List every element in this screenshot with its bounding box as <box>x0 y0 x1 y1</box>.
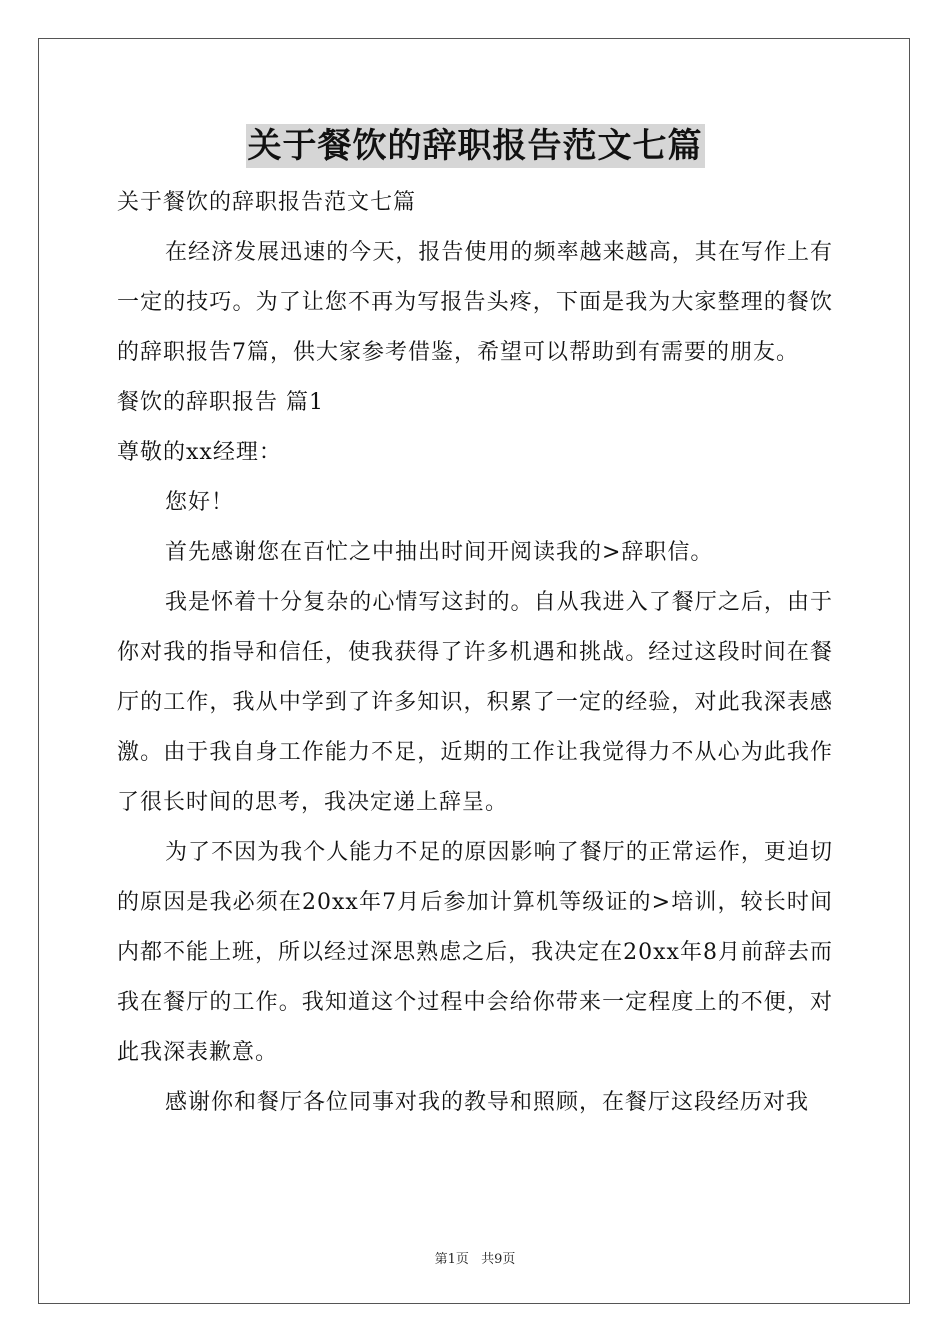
paragraph: 首先感谢您在百忙之中抽出时间开阅读我的>辞职信。 <box>165 540 714 565</box>
page-footer <box>0 1248 950 1267</box>
paragraph: 您好！ <box>165 490 235 515</box>
document-title: 关于餐饮的辞职报告范文七篇 <box>247 126 703 166</box>
paragraph: 尊敬的xx经理： <box>117 440 282 465</box>
title-container <box>0 124 950 168</box>
paragraph: 为了不因为我个人能力不足的原因影响了餐厅的正常运作，更迫切的原因是我必须在20xx年7月后参加计算机等级证的>培训，较长时间内都不能上班，所以经过深思熟虑之后，我决定在20xx年8月前辞去而我在餐厅的工作。我知道这个过程中会给你带来一定程度上的不便，对此我深表歉意。 <box>117 840 833 1065</box>
paragraph: 感谢你和餐厅各位同事对我的教导和照顾，在餐厅这段经历对我 <box>165 1090 810 1115</box>
paragraph: 我是怀着十分复杂的心情写这封的。自从我进入了餐厅之后，由于你对我的指导和信任，使我获得了许多机遇和挑战。经过这段时间在餐厅的工作，我从中学到了许多知识，积累了一定的经验，对此我深表感激。由于我自身工作能力不足，近期的工作让我觉得力不从心为此我作了很长时间的思考，我决定递上辞呈。 <box>117 590 833 815</box>
page-total: 共9页 <box>481 1252 516 1267</box>
document-body <box>117 178 833 1128</box>
paragraph: 在经济发展迅速的今天，报告使用的频率越来越高，其在写作上有一定的技巧。为了让您不再为写报告头疼，下面是我为大家整理的餐饮的辞职报告7篇，供大家参考借鉴，希望可以帮助到有需要的朋友。 <box>117 240 833 365</box>
paragraph: 关于餐饮的辞职报告范文七篇 <box>117 190 417 215</box>
paragraph: 餐饮的辞职报告 篇1 <box>117 390 324 415</box>
page-number: 第1页 <box>434 1252 469 1267</box>
